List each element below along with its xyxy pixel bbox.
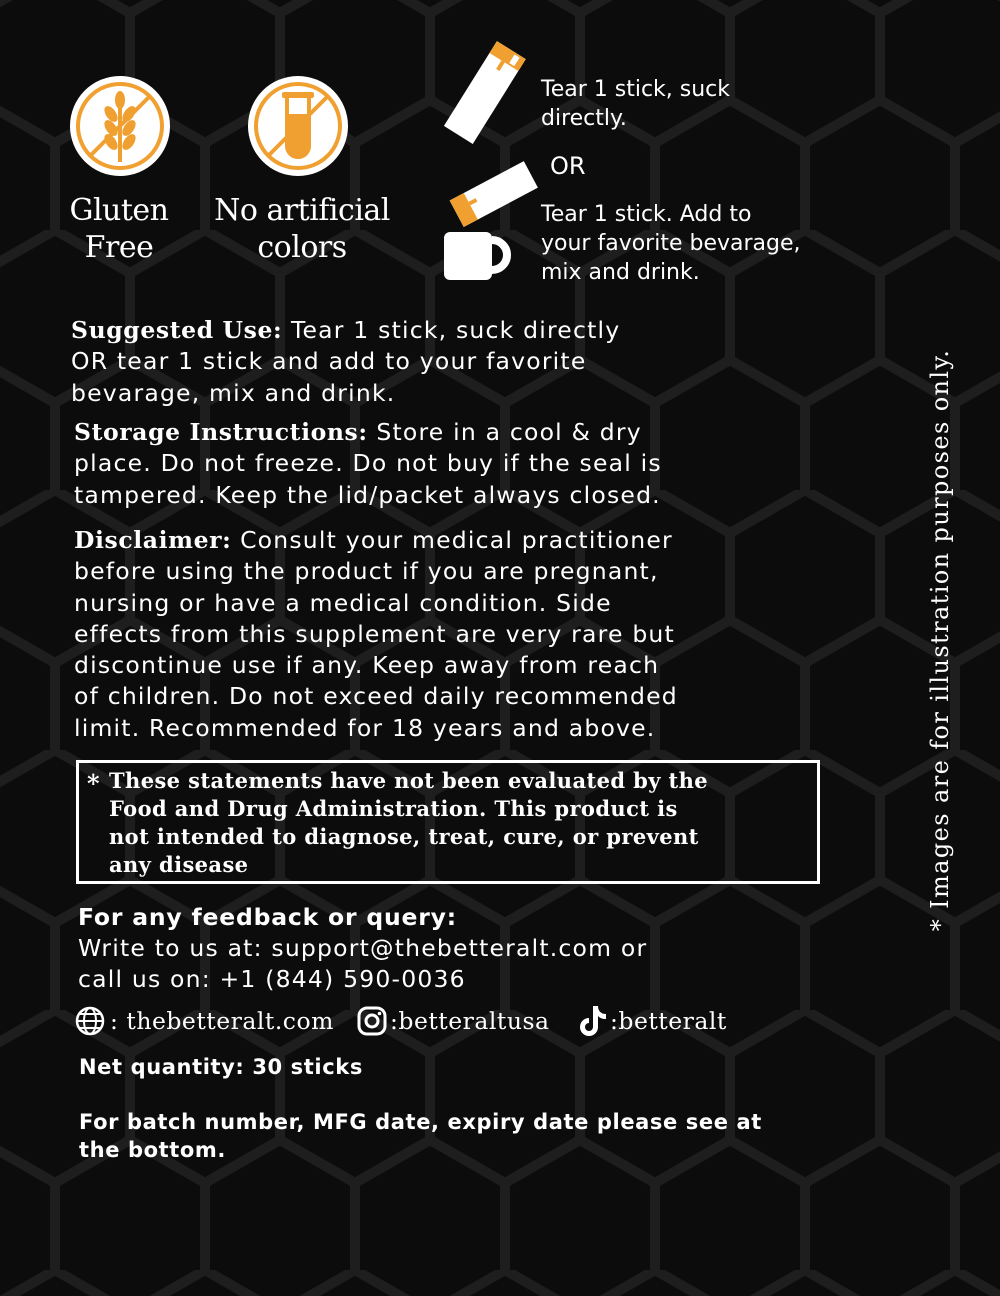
gluten-free-wheat-icon: [68, 74, 172, 178]
no-artificial-colors-badge: [246, 74, 350, 178]
illustration-disclaimer: * Images are for illustration purposes only.: [926, 348, 954, 932]
usage-step-1: Tear 1 stick, suck directly.: [541, 77, 731, 131]
tiktok-icon: [576, 1004, 608, 1038]
net-quantity: Net quantity: 30 sticks: [79, 1055, 363, 1079]
contact-email-line: Write to us at: support@thebetteralt.com or: [78, 934, 648, 962]
stick-pack-icon: [438, 40, 530, 144]
contact-heading: For any feedback or query:: [78, 903, 457, 931]
tiktok-link[interactable]: [576, 1004, 727, 1038]
no-artificial-colors-test-tube-icon: [246, 74, 350, 178]
globe-icon: [74, 1005, 106, 1037]
storage-section: Storage Instructions: Store in a cool & dry place. Do not freeze. Do not buy if the seal is tampered. Keep the lid/packet always closed.: [74, 418, 662, 509]
disclaimer-heading: Disclaimer:: [74, 526, 232, 554]
stick-into-mug-icon: [438, 158, 538, 284]
disclaimer-section: Disclaimer: Consult your medical practitioner before using the product if you are pregnant, nursing or have a medical condition. Side effects from this supplement are very rare but discontinue use if any. Keep away from reach of children. Do not exceed daily recommended limit. Recommended for 18 years and above.: [74, 526, 678, 742]
fda-statement-text: These statements have not been evaluated by the Food and Drug Administration. This product is not intended to diagnose, treat, cure, or prevent any disease: [109, 768, 709, 877]
instagram-link[interactable]: [356, 1004, 550, 1038]
suggested-use-heading: Suggested Use:: [71, 316, 283, 344]
usage-step-2: Tear 1 stick. Add to your favorite bevarage, mix and drink.: [541, 202, 801, 285]
usage-or: OR: [550, 152, 586, 180]
instagram-text: :betteraltusa: [390, 1007, 550, 1035]
batch-note: For batch number, MFG date, expiry date please see at the bottom.: [79, 1110, 762, 1162]
gluten-free-label: Gluten Free: [69, 193, 169, 265]
fda-asterisk: *: [87, 769, 100, 798]
tiktok-text: :betteralt: [610, 1007, 727, 1035]
gluten-free-badge: [68, 74, 172, 178]
website-text: : thebetteralt.com: [110, 1007, 334, 1035]
website-link[interactable]: [74, 1004, 334, 1038]
no-artificial-colors-label: No artificial colors: [214, 193, 390, 265]
contact-phone-line: call us on: +1 (844) 590-0036: [78, 965, 466, 993]
instagram-icon: [356, 1005, 388, 1037]
storage-heading: Storage Instructions:: [74, 418, 368, 446]
fda-statement-box: [76, 760, 820, 884]
suggested-use-section: Suggested Use: Tear 1 stick, suck directly OR tear 1 stick and add to your favorite bevarage, mix and drink.: [71, 316, 621, 407]
